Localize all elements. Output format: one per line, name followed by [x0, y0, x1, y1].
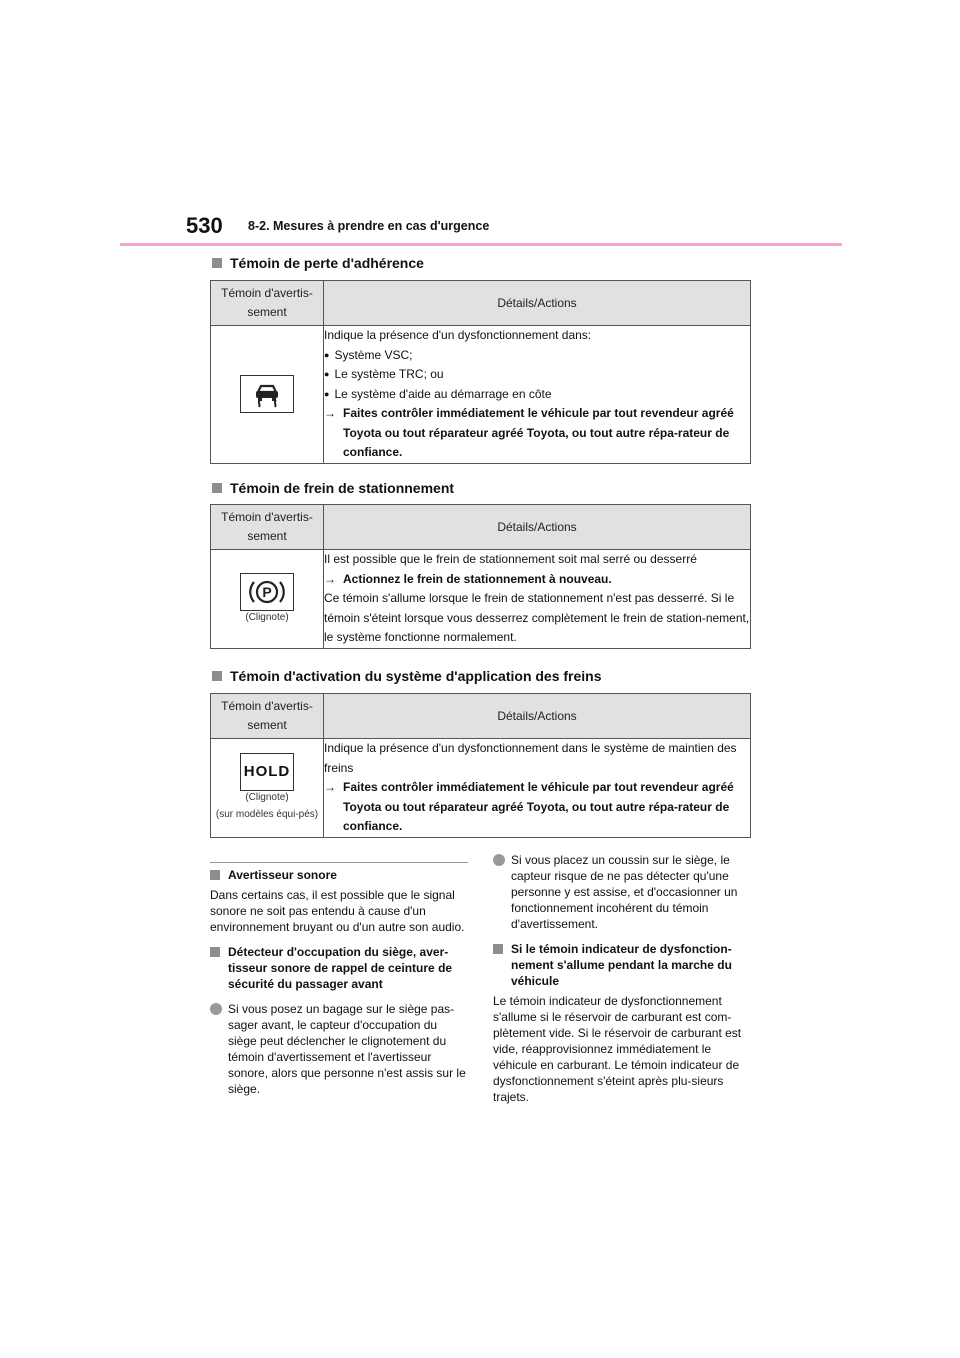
slip-details: Indique la présence d'un dysfonctionnement dans: ● Système VSC; ● Le système TRC; ou ● Le système d'aide au démarrage en côte → Faites contrôler immédiatement le véhicule par tout revendeur agréé Toyota ou tout réparateur agréé Toyota, ou tout autre répa-rateur de confiance.: [324, 326, 751, 464]
table-header-details: Détails/Actions: [324, 281, 751, 326]
parking-table: [210, 504, 751, 649]
chapter-title: 8-2. Mesures à prendre en cas d'urgence: [248, 219, 490, 233]
list-item: Si vous placez un coussin sur le siège, le capteur risque de ne pas détecter qu'une personne y est assise, et d'occasionner un fonctionnement incohérent du témoin d'avertissement.: [493, 852, 751, 932]
note-text-buzzer: Dans certains cas, il est possible que le signal sonore ne soit pas entendu à cause d'un environnement bruyant ou d'un autre son audio.: [210, 888, 465, 934]
note-text-mil: Le témoin indicateur de dysfonctionnement s'allume si le réservoir de carburant est com-plètement vide. Si le réservoir de carburant est vide, réapprovisionnez immédiatement le véhicule en carburant. Le témoin indicateur de dysfonctionnement s'éteint après plu-sieurs trajets.: [493, 994, 742, 1104]
icon-note-models: (sur modèles équi-pés): [215, 808, 319, 820]
square-bullet-icon: [210, 870, 220, 880]
square-bullet-icon: [493, 944, 503, 954]
table-header-indicator: Témoin d'avertis- sement: [211, 281, 324, 326]
list-item: ● Le système d'aide au démarrage en côte: [324, 385, 750, 405]
hold-table: [210, 693, 751, 838]
table-header-indicator: Témoin d'avertis- sement: [211, 505, 324, 550]
list-item: ● Système VSC;: [324, 346, 750, 366]
square-bullet-icon: [212, 671, 222, 681]
list-item: Si vous posez un bagage sur le siège pas-sager avant, le capteur d'occupation du siège peut déclencher le clignotement du témoin d'avertissement et l'avertisseur sonore, alors que personne n'est assis sur le siège.: [210, 1001, 468, 1097]
parking-details: Il est possible que le frein de stationnement soit mal serré ou desserré → Actionnez le frein de stationnement à nouveau. Ce témoin s'allume lorsque le frein de stationnement n'est pas desserré. Si le témoin s'éteint lorsque vous desserrez complètement le frein de station-nement, le système fonctionne normalement.: [324, 550, 751, 649]
circle-bullet-icon: [493, 854, 505, 866]
square-bullet-icon: [210, 947, 220, 957]
slip-icon-cell: [211, 326, 324, 464]
svg-text:P: P: [262, 584, 272, 601]
notes-right-column: [493, 852, 751, 1114]
note-title-seat: Détecteur d'occupation du siège, aver-tisseur sonore de rappel de ceinture de sécurité du passager avant: [210, 944, 468, 992]
list-item: ● Le système TRC; ou: [324, 365, 750, 385]
table-header-details: Détails/Actions: [324, 505, 751, 550]
header-rule: [120, 243, 842, 246]
icon-note: (Clignote): [245, 791, 289, 803]
slip-table: [210, 280, 751, 464]
section-title-parking: Témoin de frein de stationnement: [212, 480, 454, 496]
page-number: 530: [186, 213, 223, 238]
parking-brake-icon: [240, 573, 294, 611]
square-bullet-icon: [212, 258, 222, 268]
action-text: → Actionnez le frein de stationnement à nouveau.: [324, 571, 612, 586]
notes-left-column: [210, 867, 468, 1106]
skid-car-icon: [240, 375, 294, 413]
circle-bullet-icon: [210, 1003, 222, 1015]
action-text: → Faites contrôler immédiatement le véhicule par tout revendeur agréé Toyota ou tout réparateur agréé Toyota, ou tout autre répa-rateur de confiance.: [324, 780, 734, 833]
parking-icon-cell: [211, 550, 324, 649]
table-header-details: Détails/Actions: [324, 694, 751, 739]
hold-details: Indique la présence d'un dysfonctionnement dans le système de maintien des freins → Faites contrôler immédiatement le véhicule par tout revendeur agréé Toyota ou tout réparateur agréé Toyota, ou tout autre répa-rateur de confiance.: [324, 739, 751, 838]
action-text: → Faites contrôler immédiatement le véhicule par tout revendeur agréé Toyota ou tout réparateur agréé Toyota, ou tout autre répa-rateur de confiance.: [324, 406, 734, 459]
table-header-indicator: Témoin d'avertis- sement: [211, 694, 324, 739]
hold-icon-cell: [211, 739, 324, 838]
section-title-slip: Témoin de perte d'adhérence: [212, 255, 424, 271]
square-bullet-icon: [212, 483, 222, 493]
note-title-buzzer: Avertisseur sonore: [210, 867, 468, 883]
notes-divider: [210, 862, 468, 863]
note-title-mil: Si le témoin indicateur de dysfonction-nement s'allume pendant la marche du véhicule: [493, 941, 751, 989]
section-title-hold: Témoin d'activation du système d'application des freins: [212, 668, 602, 684]
hold-icon: HOLD: [240, 753, 294, 791]
icon-note: (Clignote): [245, 612, 289, 624]
